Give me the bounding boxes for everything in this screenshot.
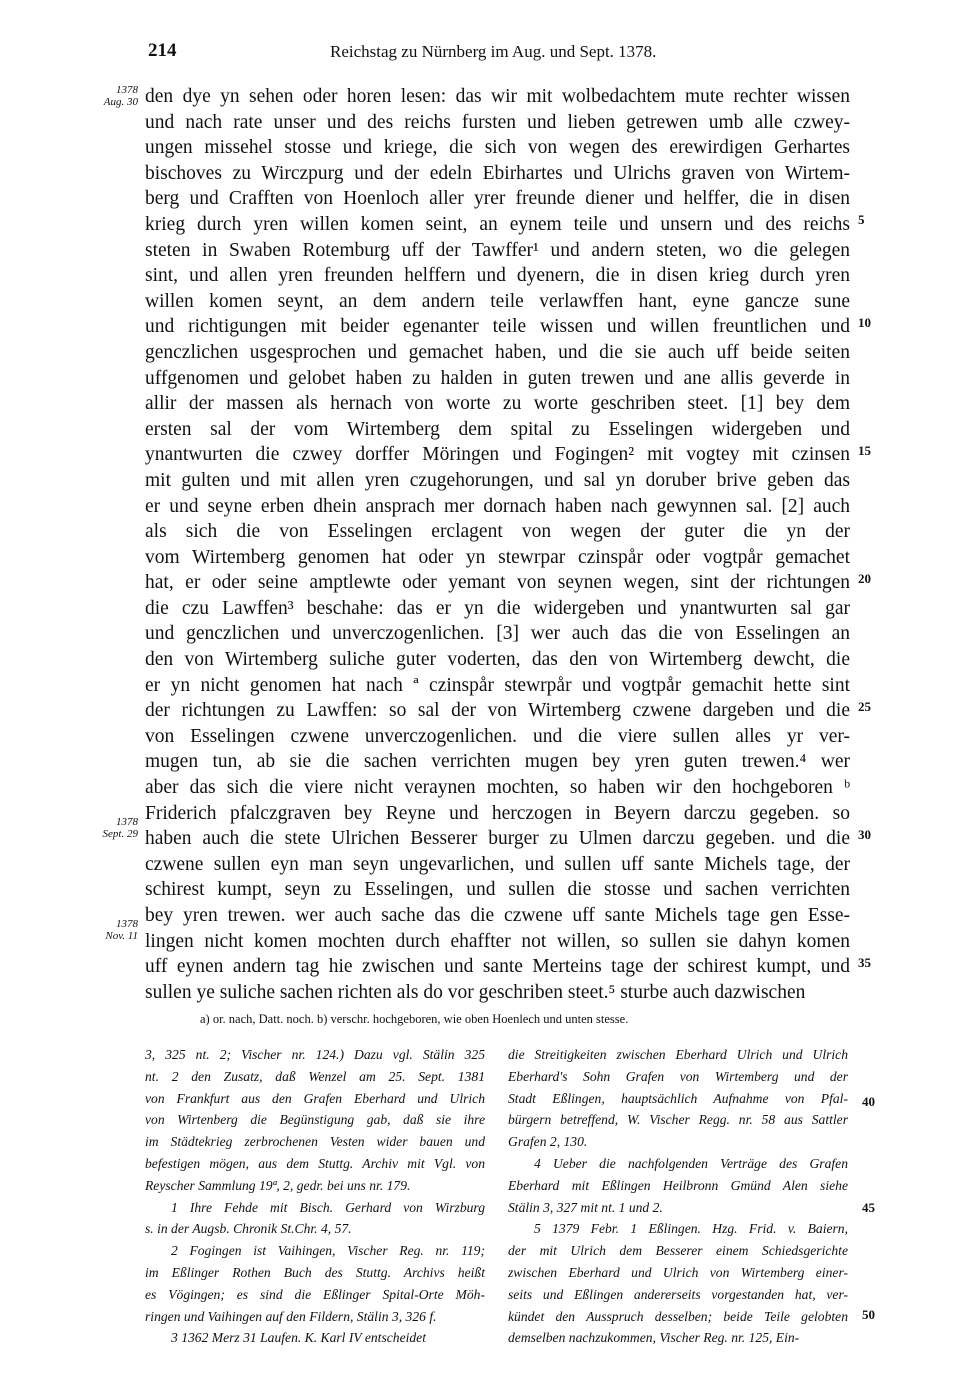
text-line: von Wirtenberg die Begünstigung gab, daß sie ihre (145, 1112, 485, 1128)
text-line: bischoves zu Wirczpurg und der edeln Ebirhartes und Ulrichs graven von Wirtem- (145, 162, 850, 184)
text-line: es Vögingen; es sind die Eßlinger Spital-Orte Möh- (145, 1286, 485, 1302)
text-line: Stälin 3, 327 mit nt. 1 und 2. (508, 1199, 663, 1215)
footnotes-right-column (508, 1044, 848, 1349)
text-line: die Streitigkeiten zwischen Eberhard Ulrich und Ulrich (508, 1047, 848, 1062)
text-line: und richtigungen mit beider egenanter teile wissen und willen freuntlichen und (145, 316, 850, 338)
line-number: 35 (858, 955, 871, 970)
text-line: im Eßlinger Rothen Buch des Stuttg. Archivs heißt (145, 1264, 485, 1280)
text-line: lingen nicht komen mochten durch ehaffter not willen, so sullen sie dahyn komen (145, 930, 850, 952)
text-line: ungen missehel stosse und kriege, die sich von wegen des erewirdigen Gerhartes (145, 137, 850, 159)
text-line: 3, 325 nt. 2; Vischer nr. 124.) Dazu vgl. Stälin 325 (145, 1047, 485, 1062)
text-line: schirest kumpt, seyn zu Esselingen, und sullen die stosse und sachen verrichten (145, 879, 850, 901)
text-line: uff eynen andern tag hie zwischen und sante Merteins tage der schirest kumpt, und (145, 956, 850, 978)
text-line: genczlichen usgesprochen und gemachet haben, und die sie auch uff beide seiten (145, 341, 850, 363)
text-line: von Frankfurt aus den Grafen Eberhard und Ulrich (145, 1090, 485, 1106)
text-line: allir der massen als hernach von worte zu worte geschriben steet. [1] bey dem (145, 393, 850, 415)
footnote-line-number: 50 (862, 1307, 875, 1322)
margin-date-nov (96, 918, 138, 942)
text-line: haben auch die stete Ulrichen Besserer burger zu Ulmen darczu gegeben. und die (145, 828, 850, 850)
text-line: Eberhard mit Eßlingen Heilbronn Gmünd Alen siehe (508, 1177, 848, 1193)
text-line: bürgern betreffend, W. Vischer Regg. nr. 58 aus Sattler (508, 1112, 848, 1128)
main-text (145, 84, 850, 1005)
text-line: vom Wirtemberg genomen hat oder yn stewrpar czinspår oder vogtpår gemachet (145, 546, 850, 568)
text-line: hat, er oder seine amptlewte oder yemant von seynen wegen, sint der richtungen (145, 572, 850, 594)
text-line: die czu Lawffen³ beschahe: das er yn die widergeben und ynantwurten sal gar (145, 597, 850, 619)
text-line: er yn nicht genomen hat nach ª czinspår stewrpår und vogtpår gemachit hette sint (145, 674, 850, 696)
text-line: Stadt Eßlingen, hauptsächlich Aufnahme von Pfal- (508, 1090, 848, 1106)
text-line: zwischen Eberhard und Ulrich von Wirtemberg einer- (508, 1264, 848, 1280)
text-line: sullen ye suliche sachen richten als do vor geschriben steet.⁵ sturbe auch dazwischen (145, 981, 806, 1003)
line-number: 15 (858, 443, 871, 458)
margin-year: 1378 (116, 816, 138, 828)
text-line: im Städtekrieg zerbrochenen Vesten wider bauen und (145, 1134, 485, 1150)
text-line: czwene sullen eyn man seyn ungevarlichen, und sullen uff sante Michels tage, der (145, 853, 850, 875)
text-line: ersten sal der vom Wirtemberg dem spital zu Esselingen widergeben und (145, 418, 850, 440)
text-line: nt. 2 den Zusatz, daß Wenzel am 25. Sept. 1381 (145, 1068, 485, 1084)
text-line: Grafen 2, 130. (508, 1134, 588, 1150)
running-title: Reichstag zu Nürnberg im Aug. und Sept. 1378. (330, 42, 657, 61)
text-line: 4 Ueber die nachfolgenden Verträge des Grafen (534, 1155, 848, 1171)
text-line: seits und Eßlingen andererseits vorgestanden hat, ver- (508, 1286, 848, 1302)
text-line: mit gulten und mit allen yren czugehorungen, und sal yn doruber brive geben das (145, 469, 850, 491)
footnote-line-number: 45 (862, 1200, 875, 1215)
text-line: er und seyne erben dhein ansprach mer dornach haben nach gewynnen sal. [2] auch (145, 495, 850, 517)
text-line: Friderich pfalczgraven bey Reyne und herczogen in Beyern darczu gegeben. so (145, 802, 850, 824)
text-line: sint, und allen yren freunden helffern und dyenern, die in disen krieg durch yren (145, 265, 850, 287)
margin-date-sept (96, 816, 138, 840)
text-line: von Esselingen czwene unverczogenlichen. und die viere sullen alles yr ver- (145, 725, 850, 747)
text-line: den dye yn sehen oder horen lesen: das wir mit wolbedachtem mute rechter wissen (145, 86, 850, 107)
footnotes-left-column (145, 1044, 485, 1349)
variant-apparatus: a) or. nach, Datt. noch. b) verschr. hochgeboren, wie oben Hoenlech und unten stesse. (200, 1012, 629, 1026)
text-line: steten in Swaben Rotemburg uff der Tawffer¹ und andern steten, wo die gelegen (145, 239, 850, 261)
text-line: Reyscher Sammlung 19ª, 2, gedr. bei uns nr. 179. (145, 1177, 411, 1193)
margin-date-aug (96, 84, 138, 108)
margin-day: Sept. 29 (102, 828, 138, 840)
line-number: 10 (858, 315, 871, 330)
text-line: bey yren trewen. wer auch sache das die czwene uff sante Michels tage gen Esse- (145, 905, 850, 926)
line-number: 5 (858, 212, 865, 227)
text-line: befestigen mögen, aus dem Stuttg. Archiv mit Vgl. von (145, 1155, 485, 1171)
footnote-line-number: 40 (862, 1094, 875, 1109)
text-line: als sich die von Esselingen erclagent von wegen der guter die yn der (145, 521, 850, 543)
page-number: 214 (148, 40, 177, 61)
text-line: 3 1362 Merz 31 Laufen. K. Karl IV entscheidet (171, 1330, 426, 1346)
text-line: 5 1379 Febr. 1 Eßlingen. Hzg. Frid. v. Baiern, (534, 1221, 848, 1237)
text-line: Eberhard's Sohn Grafen von Wirtemberg und der (508, 1068, 848, 1084)
text-line: krieg durch yren willen komen seint, an eynem teile und unsern und des reichs (145, 213, 850, 235)
text-line: demselben nachzukommen, Vischer Reg. nr. 125, Ein- (508, 1330, 800, 1346)
text-line: berg und Crafften von Hoenloch aller yrer freunde diener und helffer, die in disen (145, 188, 850, 210)
text-line: 2 Fogingen ist Vaihingen, Vischer Reg. nr. 119; (171, 1243, 485, 1259)
line-number: 25 (858, 699, 871, 714)
text-line: der mit Ulrich dem Besserer einem Schiedsgerichte (508, 1243, 848, 1259)
text-line: willen komen seynt, an dem andern teile verlawffen hant, eyne gancze sune (145, 290, 850, 312)
text-line: aber das sich die viere nicht veraynen mochten, so haben wir den hochgeboren ᵇ (145, 777, 850, 799)
text-line: s. in der Augsb. Chronik St.Chr. 4, 57. (145, 1221, 352, 1237)
text-line: und genczlichen und unverczogenlichen. [3] wer auch das die von Esselingen an (145, 623, 850, 645)
text-line: ringen und Vaihingen auf den Fildern, Stälin 3, 326 f. (145, 1308, 437, 1324)
margin-day: Nov. 11 (105, 930, 138, 942)
margin-year: 1378 (116, 84, 138, 96)
text-line: 1 Ihre Fehde mit Bisch. Gerhard von Wirzburg (171, 1199, 485, 1215)
text-line: ynantwurten die czwey dorffer Möringen und Fogingen² mit vogtey mit czinsen (145, 444, 850, 466)
text-line: uffgenomen und gelobet haben zu halden in guten trewen und ane allis geverde in (145, 367, 850, 389)
margin-year: 1378 (116, 918, 138, 930)
text-line: der richtungen zu Lawffen: so sal der von Wirtemberg czwene dargeben und die (145, 700, 850, 722)
line-number: 30 (858, 827, 871, 842)
text-line: und nach rate unser und des reichs fursten und lieben getrewen umb alle czwey- (145, 111, 850, 133)
line-number: 20 (858, 571, 871, 586)
text-line: den von Wirtemberg suliche guter voderten, das den von Wirtemberg dewcht, die (145, 649, 850, 671)
text-line: kündet den Ausspruch desselben; beide Teile gelobten (508, 1308, 848, 1324)
text-line: mugen tun, ab sie die sachen verrichten mugen bey yren guten trewen.⁴ wer (145, 751, 850, 773)
margin-day: Aug. 30 (103, 96, 138, 108)
